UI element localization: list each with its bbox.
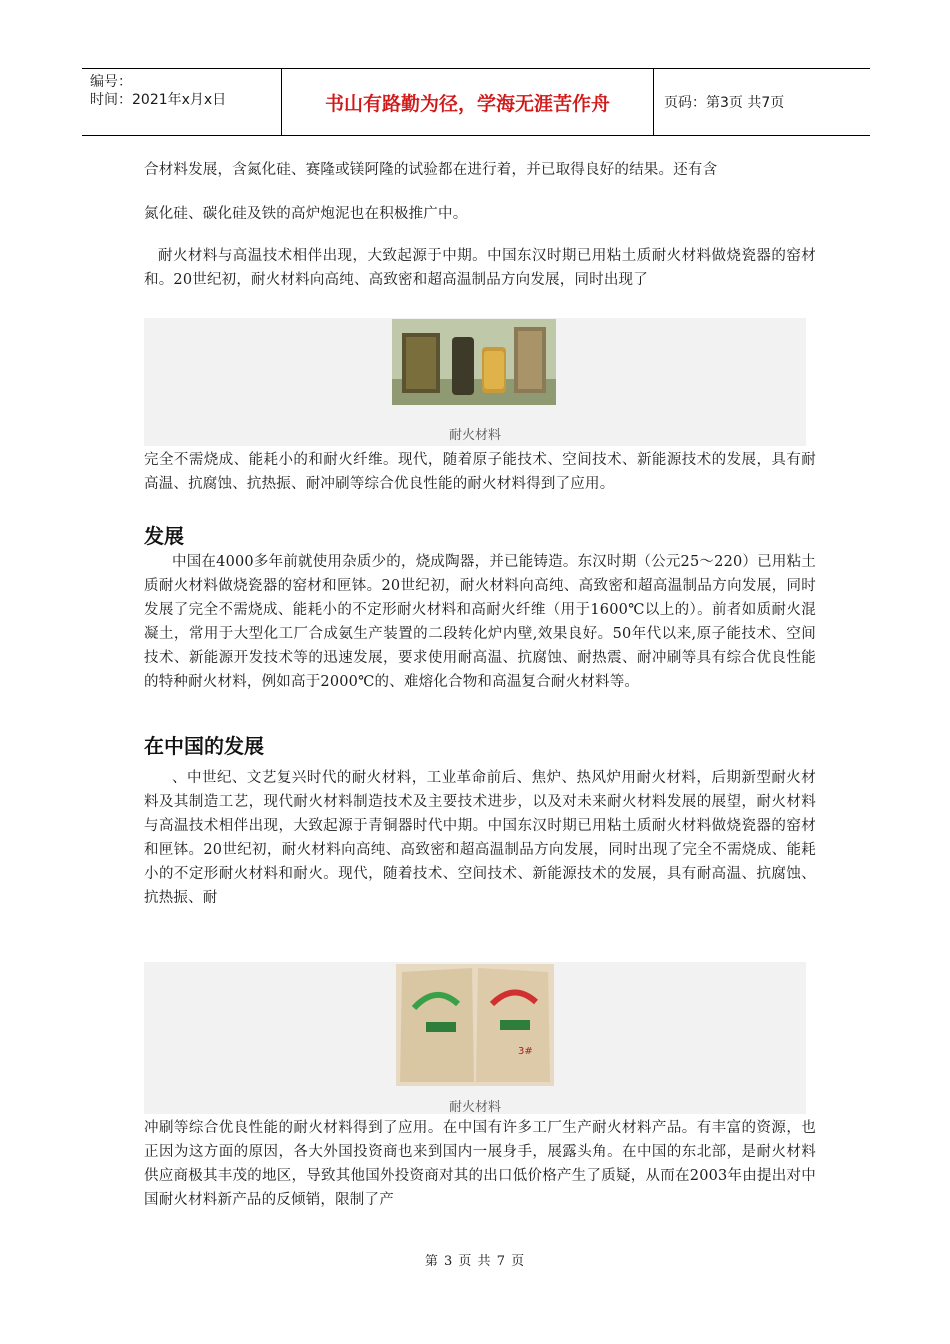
header-page-code: 页码：第3页 共7页 bbox=[664, 95, 785, 111]
time-label: 时间：2021年x月x日 bbox=[90, 92, 227, 108]
page-header bbox=[82, 68, 870, 136]
section-china-development-text: 、中世纪、文艺复兴时代的耐火材料，工业革命前后、焦炉、热风炉用耐火材料，后期新型耐火材料及其制造工艺，现代耐火材料制造技术及主要技术进步，以及对未来耐火材料发展的展望，耐火材料与高温技术相伴出现，大致起源于青铜器时代中期。中国东汉时期已用粘土质耐火材料做烧瓷器的窑材和匣钵。20世纪初，耐火材料向高纯、高致密和超高温制品方向发展，同时出现了完全不需烧成、能耗小的不定形耐火材料和耐火。现代，随着技术、空间技术、新能源技术的发展，具有耐高温、抗腐蚀、抗热振、耐 bbox=[144, 770, 816, 906]
section-development-text: 中国在4000多年前就使用杂质少的，烧成陶器，并已能铸造。东汉时期（公元25～220）已用粘土质耐火材料做烧瓷器的窑材和匣钵。20世纪初，耐火材料向高纯、高致密和超高温制品方向发展，同时发展了完全不需烧成、能耗小的不定形耐火材料和高耐火纤维（用于1600℃以上的）。前者如质耐火混凝土，常用于大型化工厂合成氨生产装置的二段转化炉内壁,效果良好。50年代以来,原子能技术、空间技术、新能源开发技术等的迅速发展，要求使用耐高温、抗腐蚀、耐热震、耐冲刷等具有综合优良性能的特种耐火材料，例如高于2000℃的、难熔化合物和高温复合耐火材料等。 bbox=[144, 554, 816, 690]
after-figure-1-text: 完全不需烧成、能耗小的和耐火纤维。现代，随着原子能技术、空间技术、新能源技术的发展，具有耐高温、抗腐蚀、抗热振、耐冲刷等综合优良性能的耐火材料得到了应用。 bbox=[144, 452, 816, 492]
intro-line-2: 氮化硅、碳化硅及铁的高炉炮泥也在积极推广中。 bbox=[144, 206, 468, 222]
intro-line-1: 合材料发展，含氮化硅、赛隆或镁阿隆的试验都在进行着，并已取得良好的结果。还有含 bbox=[144, 162, 718, 178]
after-figure-2-text: 冲刷等综合优良性能的耐火材料得到了应用。在中国有许多工厂生产耐火材料产品。有丰富的资源，也正因为这方面的原因，各大外国投资商也来到国内一展身手，展露头角。在中国的东北部，是耐火材料供应商极其丰茂的地区，导致其他国外投资商对其的出口低价格产生了质疑，从而在2003年由提出对中国耐火材料新产品的反倾销，限制了产 bbox=[144, 1120, 816, 1208]
figure-refractory-bags bbox=[144, 962, 806, 1114]
figure-refractory-blocks bbox=[144, 318, 806, 446]
intro-paragraph: 耐火材料与高温技术相伴出现，大致起源于中期。中国东汉时期已用粘土质耐火材料做烧瓷器的窑材和。20世纪初，耐火材料向高纯、高致密和超高温制品方向发展，同时出现了 bbox=[144, 248, 816, 288]
section-title-development: 发展 bbox=[144, 524, 184, 548]
figure-1-caption: 耐火材料 bbox=[448, 428, 501, 443]
section-title-china-development: 在中国的发展 bbox=[144, 734, 264, 758]
header-meta bbox=[82, 69, 282, 135]
number-label: 编号： bbox=[90, 74, 132, 90]
figure-2-caption: 耐火材料 bbox=[448, 1100, 501, 1115]
refractory-bags-image bbox=[396, 964, 554, 1086]
header-motto: 书山有路勤为径，学海无涯苦作舟 bbox=[282, 69, 654, 135]
bag-label: 3# bbox=[518, 1046, 533, 1057]
page-footer: 第 3 页 共 7 页 bbox=[424, 1254, 526, 1269]
refractory-blocks-image bbox=[392, 319, 556, 405]
